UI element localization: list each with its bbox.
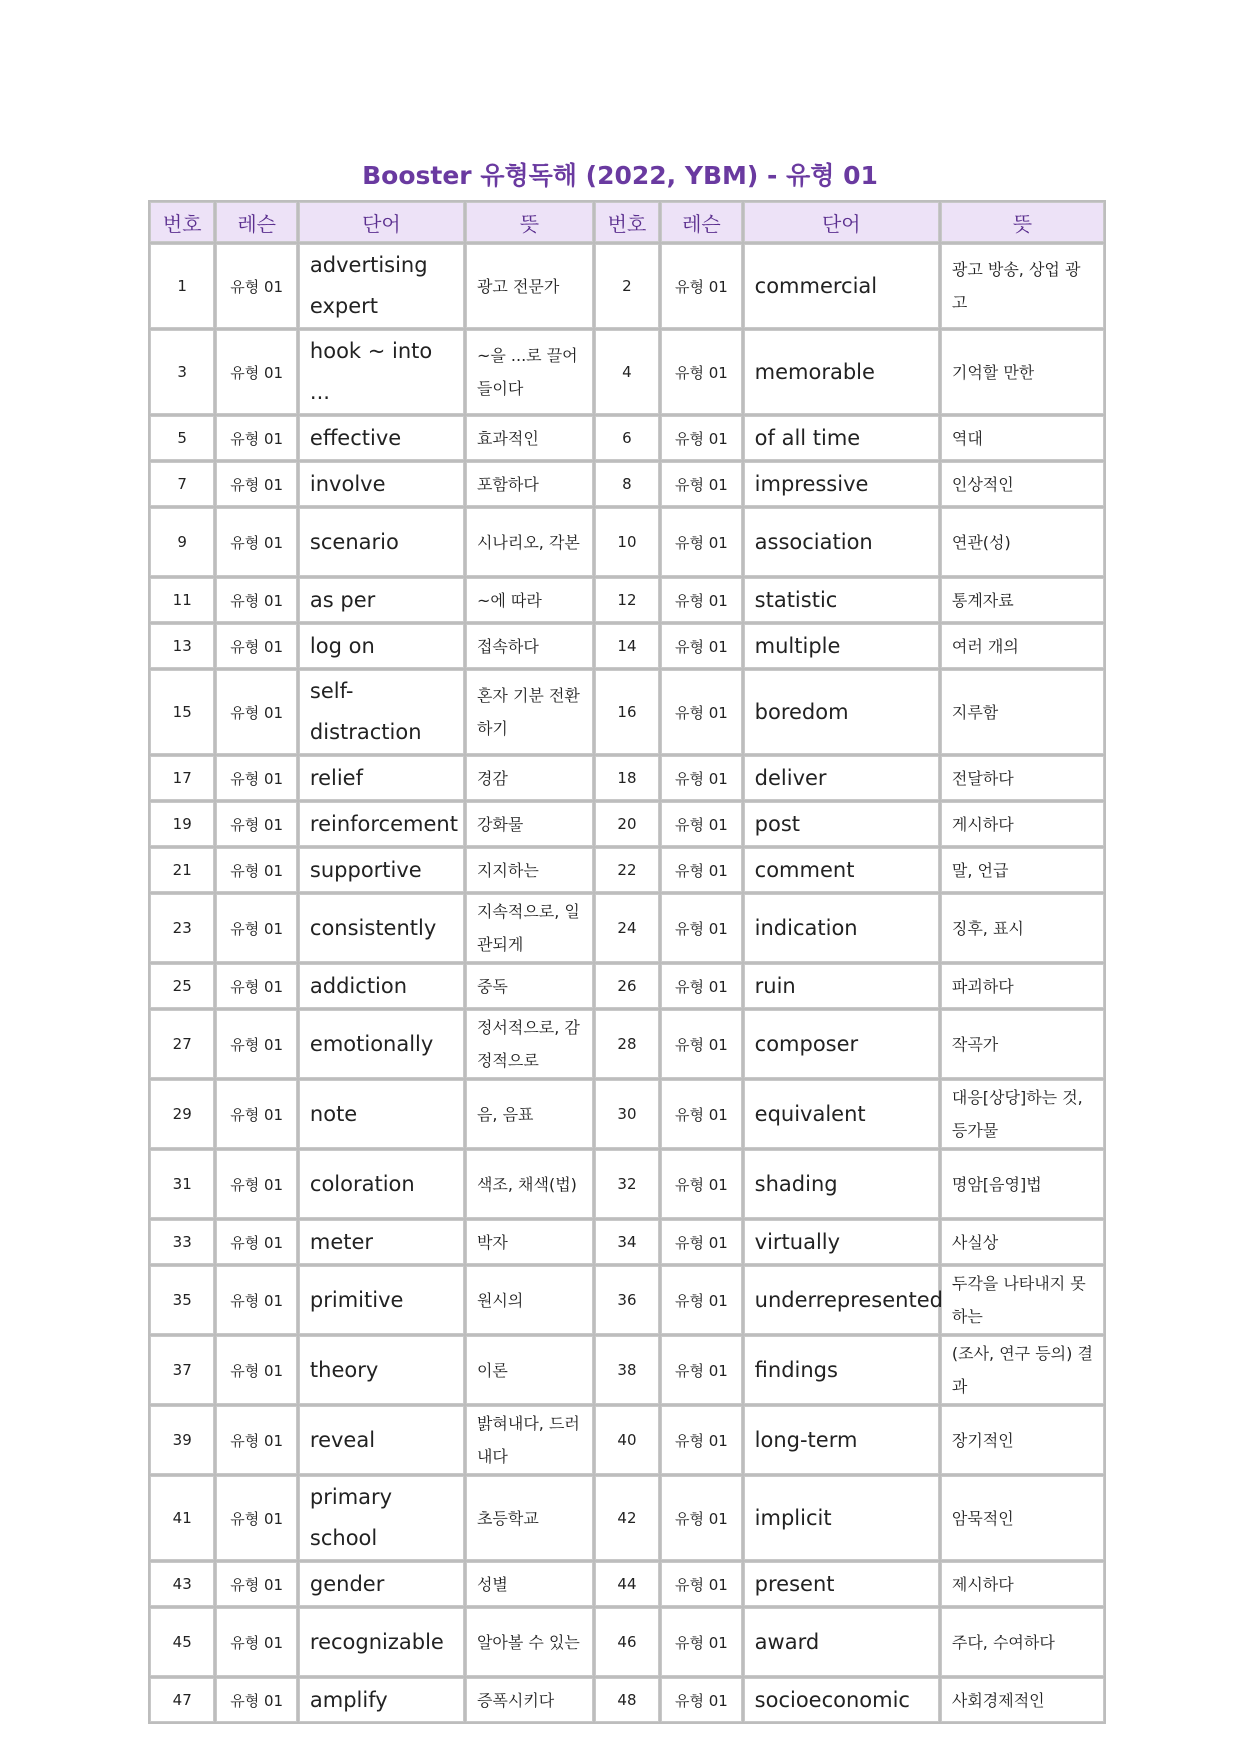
word-meaning: ~에 따라 <box>466 578 593 622</box>
word-number: 16 <box>595 670 659 754</box>
word-term: meter <box>299 1220 464 1264</box>
table-row <box>150 848 1104 892</box>
table-row <box>150 462 1104 506</box>
table-row <box>150 1476 1104 1560</box>
word-number: 20 <box>595 802 659 846</box>
word-number: 46 <box>595 1608 659 1676</box>
word-meaning: 연관(성) <box>941 508 1104 576</box>
word-meaning: 인상적인 <box>941 462 1104 506</box>
word-meaning: 음, 음표 <box>466 1080 593 1148</box>
word-term: effective <box>299 416 464 460</box>
word-meaning: 성별 <box>466 1562 593 1606</box>
header-word: 단어 <box>744 202 939 242</box>
word-meaning: 박자 <box>466 1220 593 1264</box>
word-meaning: 작곡가 <box>941 1010 1104 1078</box>
word-term: findings <box>744 1336 939 1404</box>
word-meaning: 여러 개의 <box>941 624 1104 668</box>
header-number: 번호 <box>595 202 659 242</box>
word-term: virtually <box>744 1220 939 1264</box>
lesson-label: 유형 01 <box>216 670 297 754</box>
word-number: 1 <box>150 244 214 328</box>
word-meaning: 혼자 기분 전환하기 <box>466 670 593 754</box>
word-number: 5 <box>150 416 214 460</box>
table-row <box>150 1406 1104 1474</box>
word-number: 17 <box>150 756 214 800</box>
word-number: 6 <box>595 416 659 460</box>
table-row <box>150 1080 1104 1148</box>
word-meaning: (조사, 연구 등의) 결과 <box>941 1336 1104 1404</box>
header-meaning: 뜻 <box>941 202 1104 242</box>
word-meaning: 지지하는 <box>466 848 593 892</box>
word-meaning: 경감 <box>466 756 593 800</box>
lesson-label: 유형 01 <box>661 848 742 892</box>
word-meaning: 사실상 <box>941 1220 1104 1264</box>
lesson-label: 유형 01 <box>216 508 297 576</box>
table-row <box>150 330 1104 414</box>
word-term: underrepresented <box>744 1266 939 1334</box>
table-row <box>150 1010 1104 1078</box>
vocabulary-table <box>148 200 1106 1724</box>
word-number: 42 <box>595 1476 659 1560</box>
table-row <box>150 1678 1104 1722</box>
lesson-label: 유형 01 <box>216 848 297 892</box>
word-number: 10 <box>595 508 659 576</box>
word-term: indication <box>744 894 939 962</box>
word-term: boredom <box>744 670 939 754</box>
word-meaning: 게시하다 <box>941 802 1104 846</box>
word-number: 2 <box>595 244 659 328</box>
lesson-label: 유형 01 <box>216 578 297 622</box>
lesson-label: 유형 01 <box>661 462 742 506</box>
word-number: 18 <box>595 756 659 800</box>
word-number: 30 <box>595 1080 659 1148</box>
word-meaning: 지속적으로, 일관되게 <box>466 894 593 962</box>
word-number: 40 <box>595 1406 659 1474</box>
page-title: Booster 유형독해 (2022, YBM) - 유형 01 <box>362 161 878 190</box>
word-number: 45 <box>150 1608 214 1676</box>
word-term: long-term <box>744 1406 939 1474</box>
word-number: 25 <box>150 964 214 1008</box>
word-meaning: 색조, 채색(법) <box>466 1150 593 1218</box>
table-row <box>150 1562 1104 1606</box>
word-meaning: 파괴하다 <box>941 964 1104 1008</box>
word-meaning: 포함하다 <box>466 462 593 506</box>
word-number: 14 <box>595 624 659 668</box>
word-term: recognizable <box>299 1608 464 1676</box>
table-row <box>150 244 1104 328</box>
table-row <box>150 624 1104 668</box>
word-number: 34 <box>595 1220 659 1264</box>
word-number: 12 <box>595 578 659 622</box>
lesson-label: 유형 01 <box>216 1220 297 1264</box>
word-term: primary school <box>299 1476 464 1560</box>
word-number: 36 <box>595 1266 659 1334</box>
lesson-label: 유형 01 <box>661 244 742 328</box>
word-meaning: 초등학교 <box>466 1476 593 1560</box>
word-meaning: 통계자료 <box>941 578 1104 622</box>
word-number: 38 <box>595 1336 659 1404</box>
word-number: 26 <box>595 964 659 1008</box>
lesson-label: 유형 01 <box>216 1678 297 1722</box>
word-term: statistic <box>744 578 939 622</box>
lesson-label: 유형 01 <box>661 1266 742 1334</box>
lesson-label: 유형 01 <box>216 1266 297 1334</box>
word-number: 47 <box>150 1678 214 1722</box>
word-term: as per <box>299 578 464 622</box>
lesson-label: 유형 01 <box>216 330 297 414</box>
lesson-label: 유형 01 <box>216 964 297 1008</box>
word-term: impressive <box>744 462 939 506</box>
table-row <box>150 1336 1104 1404</box>
word-meaning: 장기적인 <box>941 1406 1104 1474</box>
word-meaning: 제시하다 <box>941 1562 1104 1606</box>
word-meaning: 지루함 <box>941 670 1104 754</box>
word-meaning: 알아볼 수 있는 <box>466 1608 593 1676</box>
lesson-label: 유형 01 <box>216 1608 297 1676</box>
word-term: post <box>744 802 939 846</box>
word-term: present <box>744 1562 939 1606</box>
lesson-label: 유형 01 <box>661 578 742 622</box>
word-number: 29 <box>150 1080 214 1148</box>
table-row <box>150 1150 1104 1218</box>
lesson-label: 유형 01 <box>216 756 297 800</box>
lesson-label: 유형 01 <box>661 1336 742 1404</box>
table-row <box>150 802 1104 846</box>
header-number: 번호 <box>150 202 214 242</box>
word-meaning: 암묵적인 <box>941 1476 1104 1560</box>
lesson-label: 유형 01 <box>216 462 297 506</box>
word-term: reinforcement <box>299 802 464 846</box>
lesson-label: 유형 01 <box>216 802 297 846</box>
lesson-label: 유형 01 <box>216 1476 297 1560</box>
word-meaning: 말, 언급 <box>941 848 1104 892</box>
word-term: consistently <box>299 894 464 962</box>
word-term: ruin <box>744 964 939 1008</box>
word-term: socioeconomic <box>744 1678 939 1722</box>
lesson-label: 유형 01 <box>661 1220 742 1264</box>
lesson-label: 유형 01 <box>661 756 742 800</box>
table-row <box>150 1266 1104 1334</box>
word-term: theory <box>299 1336 464 1404</box>
table-row <box>150 508 1104 576</box>
word-meaning: 효과적인 <box>466 416 593 460</box>
word-meaning: 정서적으로, 감정적으로 <box>466 1010 593 1078</box>
word-number: 27 <box>150 1010 214 1078</box>
word-meaning: 원시의 <box>466 1266 593 1334</box>
word-number: 31 <box>150 1150 214 1218</box>
word-term: composer <box>744 1010 939 1078</box>
word-meaning: 전달하다 <box>941 756 1104 800</box>
lesson-label: 유형 01 <box>661 1406 742 1474</box>
lesson-label: 유형 01 <box>661 1476 742 1560</box>
word-term: primitive <box>299 1266 464 1334</box>
header-lesson: 레슨 <box>216 202 297 242</box>
lesson-label: 유형 01 <box>661 330 742 414</box>
word-term: log on <box>299 624 464 668</box>
word-number: 23 <box>150 894 214 962</box>
word-term: note <box>299 1080 464 1148</box>
word-number: 28 <box>595 1010 659 1078</box>
lesson-label: 유형 01 <box>661 508 742 576</box>
word-number: 33 <box>150 1220 214 1264</box>
lesson-label: 유형 01 <box>661 802 742 846</box>
lesson-label: 유형 01 <box>216 244 297 328</box>
word-number: 37 <box>150 1336 214 1404</box>
word-term: memorable <box>744 330 939 414</box>
word-meaning: 역대 <box>941 416 1104 460</box>
word-number: 3 <box>150 330 214 414</box>
word-number: 15 <box>150 670 214 754</box>
word-meaning: 이론 <box>466 1336 593 1404</box>
word-meaning: 증폭시키다 <box>466 1678 593 1722</box>
word-number: 24 <box>595 894 659 962</box>
word-meaning: ~을 ...로 끌어들이다 <box>466 330 593 414</box>
word-meaning: 광고 방송, 상업 광고 <box>941 244 1104 328</box>
word-meaning: 명암[음영]법 <box>941 1150 1104 1218</box>
lesson-label: 유형 01 <box>661 1150 742 1218</box>
word-number: 22 <box>595 848 659 892</box>
word-term: self-distraction <box>299 670 464 754</box>
word-term: deliver <box>744 756 939 800</box>
word-term: shading <box>744 1150 939 1218</box>
lesson-label: 유형 01 <box>661 670 742 754</box>
word-term: association <box>744 508 939 576</box>
word-term: involve <box>299 462 464 506</box>
word-term: hook ~ into ... <box>299 330 464 414</box>
word-number: 35 <box>150 1266 214 1334</box>
word-number: 4 <box>595 330 659 414</box>
word-number: 9 <box>150 508 214 576</box>
word-term: of all time <box>744 416 939 460</box>
word-number: 8 <box>595 462 659 506</box>
lesson-label: 유형 01 <box>216 624 297 668</box>
lesson-label: 유형 01 <box>661 416 742 460</box>
word-term: implicit <box>744 1476 939 1560</box>
lesson-label: 유형 01 <box>661 1080 742 1148</box>
table-header-row <box>150 202 1104 242</box>
lesson-label: 유형 01 <box>661 1562 742 1606</box>
word-term: comment <box>744 848 939 892</box>
lesson-label: 유형 01 <box>661 964 742 1008</box>
word-number: 39 <box>150 1406 214 1474</box>
lesson-label: 유형 01 <box>216 1406 297 1474</box>
header-lesson: 레슨 <box>661 202 742 242</box>
word-meaning: 두각을 나타내지 못하는 <box>941 1266 1104 1334</box>
table-row <box>150 416 1104 460</box>
word-term: scenario <box>299 508 464 576</box>
word-term: advertising expert <box>299 244 464 328</box>
lesson-label: 유형 01 <box>216 416 297 460</box>
word-term: relief <box>299 756 464 800</box>
word-term: reveal <box>299 1406 464 1474</box>
word-term: amplify <box>299 1678 464 1722</box>
word-number: 13 <box>150 624 214 668</box>
table-row <box>150 670 1104 754</box>
word-term: gender <box>299 1562 464 1606</box>
lesson-label: 유형 01 <box>661 1678 742 1722</box>
word-term: emotionally <box>299 1010 464 1078</box>
lesson-label: 유형 01 <box>216 1562 297 1606</box>
word-meaning: 광고 전문가 <box>466 244 593 328</box>
word-meaning: 징후, 표시 <box>941 894 1104 962</box>
word-term: supportive <box>299 848 464 892</box>
word-term: coloration <box>299 1150 464 1218</box>
word-number: 43 <box>150 1562 214 1606</box>
lesson-label: 유형 01 <box>661 1608 742 1676</box>
word-number: 32 <box>595 1150 659 1218</box>
word-number: 21 <box>150 848 214 892</box>
word-number: 11 <box>150 578 214 622</box>
table-row <box>150 894 1104 962</box>
header-meaning: 뜻 <box>466 202 593 242</box>
word-term: award <box>744 1608 939 1676</box>
table-row <box>150 578 1104 622</box>
lesson-label: 유형 01 <box>216 1150 297 1218</box>
lesson-label: 유형 01 <box>661 894 742 962</box>
lesson-label: 유형 01 <box>216 894 297 962</box>
word-meaning: 사회경제적인 <box>941 1678 1104 1722</box>
word-number: 7 <box>150 462 214 506</box>
lesson-label: 유형 01 <box>216 1010 297 1078</box>
lesson-label: 유형 01 <box>216 1080 297 1148</box>
word-meaning: 중독 <box>466 964 593 1008</box>
header-word: 단어 <box>299 202 464 242</box>
table-row <box>150 1608 1104 1676</box>
word-term: equivalent <box>744 1080 939 1148</box>
table-row <box>150 756 1104 800</box>
word-meaning: 시나리오, 각본 <box>466 508 593 576</box>
word-term: addiction <box>299 964 464 1008</box>
word-meaning: 주다, 수여하다 <box>941 1608 1104 1676</box>
word-term: commercial <box>744 244 939 328</box>
lesson-label: 유형 01 <box>661 624 742 668</box>
word-number: 48 <box>595 1678 659 1722</box>
lesson-label: 유형 01 <box>216 1336 297 1404</box>
word-meaning: 대응[상당]하는 것, 등가물 <box>941 1080 1104 1148</box>
word-number: 41 <box>150 1476 214 1560</box>
word-meaning: 기억할 만한 <box>941 330 1104 414</box>
word-term: multiple <box>744 624 939 668</box>
word-number: 19 <box>150 802 214 846</box>
table-row <box>150 1220 1104 1264</box>
table-row <box>150 964 1104 1008</box>
word-meaning: 접속하다 <box>466 624 593 668</box>
word-meaning: 강화물 <box>466 802 593 846</box>
word-meaning: 밝혀내다, 드러내다 <box>466 1406 593 1474</box>
word-number: 44 <box>595 1562 659 1606</box>
lesson-label: 유형 01 <box>661 1010 742 1078</box>
